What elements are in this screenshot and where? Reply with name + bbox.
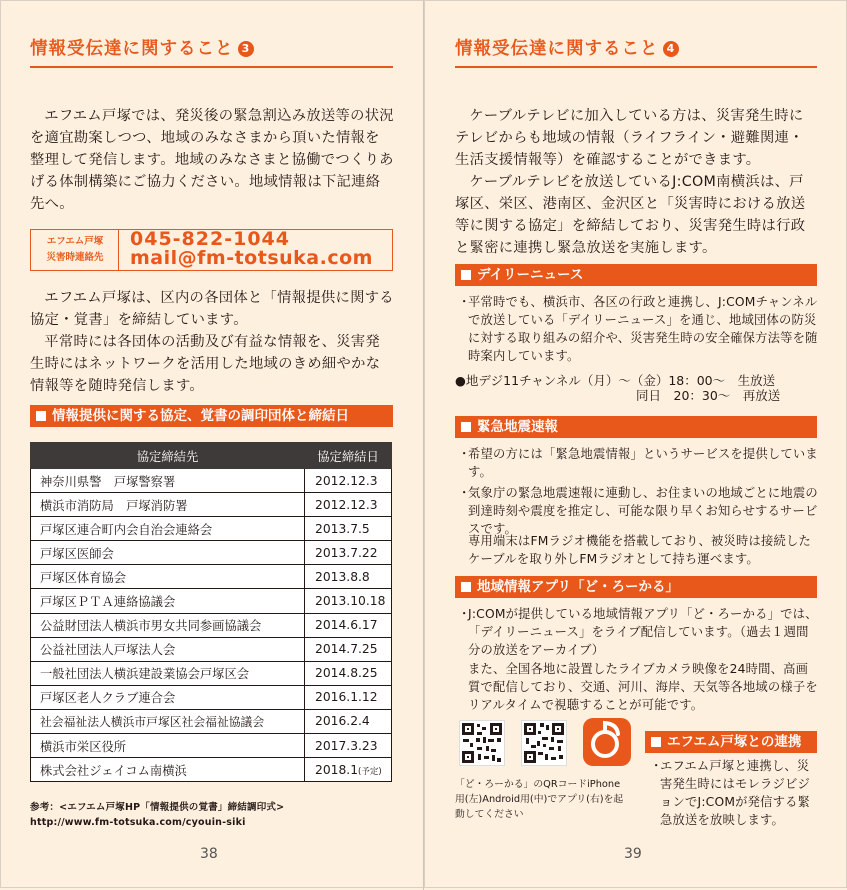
square-bullet-icon [461,582,471,592]
partner-cell: 株式会社ジェイコム南横浜 [31,758,305,782]
date-cell: 2013.7.22 [305,541,392,565]
section-bar-daily-news: デイリーニュース [455,264,817,286]
heading-number-badge: 3 [238,41,254,57]
date-cell: 2013.10.18 [305,589,392,613]
date-cell: 2012.12.3 [305,493,392,517]
square-bullet-icon [461,270,471,280]
table-row [31,517,392,541]
date-cell: 2017.3.23 [305,734,392,758]
table-row [31,565,392,589]
date-cell: 2016.1.12 [305,685,392,709]
partner-cell: 横浜市栄区役所 [31,734,305,758]
channel-schedule-rerun: 同日 20：30～ 再放送 [636,388,781,403]
app-logo-icon[interactable] [583,718,631,766]
partner-cell: 戸塚区連合町内会自治会連絡会 [31,517,305,541]
contact-phone[interactable]: 045-822-1044 [130,228,290,250]
qr-code-iphone[interactable] [459,720,505,766]
app-item-2: また、全国各地に設置したライブカメラ映像を24時間、高画質で配信しており、交通、河川、海岸、天気等各地域の様子をリアルタイムで視聴することが可能です。 [468,662,818,712]
partner-cell: 戸塚区医師会 [31,541,305,565]
table-row [31,613,392,637]
fm-collaboration-item: ・ エフエム戸塚と連携し、災害発生時にはモレラジビジョンでJ:COMが発信する緊急放送を放映します。 [650,759,811,827]
contact-label: エフエム戸塚 災害時連絡先 [46,236,104,263]
date-cell: 2014.6.17 [305,613,392,637]
page-number-38: 38 [200,846,218,862]
partner-cell: 神奈川県警 戸塚警察署 [31,469,305,493]
table-row [31,734,392,758]
date-cell: 2018.1(予定) [305,758,392,782]
partner-cell: 公益財団法人横浜市男女共同参画協議会 [31,613,305,637]
square-bullet-icon [36,411,46,421]
date-cell: 2013.7.5 [305,517,392,541]
reference-url[interactable]: http://www.fm-totsuka.com/cyouin-siki [30,817,246,828]
earthquake-item-3: 専用端末はFMラジオ機能を搭載しており、被災時は接続したケーブルを取り外しFMラジオとして持ち運べます。 [468,534,812,566]
date-cell: 2016.2.4 [305,709,392,733]
partner-cell: 一般社団法人横浜建設業協会戸塚区会 [31,661,305,685]
table-row [31,661,392,685]
qr-caption: 「ど・ろーかる」のQRコードiPhone用(左)Android用(中)でアプリ(右)を起動してください [455,779,624,820]
section-bar-agreements: 情報提供に関する協定、覚書の調印団体と締結日 [30,405,393,427]
earthquake-item-2: ・ 気象庁の緊急地震速報に連動し、お住まいの地域ごとに地震の到達時刻や震度を推定し、可能な限り早くお知らせするサービスです。 [458,486,818,536]
square-bullet-icon [461,422,471,432]
table-row [31,637,392,661]
partner-cell: 公益社団法人戸塚法人会 [31,637,305,661]
partner-cell: 社会福祉法人横浜市戸塚区社会福祉協議会 [31,709,305,733]
reference-title: 参考：<エフエム戸塚HP「情報提供の覚書」締結調印式> [30,802,285,813]
earthquake-item-1: ・ 希望の方には「緊急地震情報」というサービスを提供しています。 [458,447,818,479]
section-bar-fm-totsuka: エフエム戸塚との連携 [645,731,817,753]
page-divider [423,0,424,890]
date-cell: 2014.7.25 [305,637,392,661]
date-cell: 2014.8.25 [305,661,392,685]
page-number-39: 39 [624,846,642,862]
heading-rule [30,66,393,68]
contact-box [30,229,393,271]
page-38-heading: 情報受伝達に関すること 3 [30,35,254,60]
qr-code-android[interactable] [521,720,567,766]
daily-news-item: ・ 平常時でも、横浜市、各区の行政と連携し、J:COMチャンネルで放送している「デイリーニュース」を通じ、地域団体の防災に対する取り組みの紹介や、災害発生時の安全確保方法等を随時案内しています。 [458,295,818,363]
table-row [31,709,392,733]
agreement-paragraph: エフエム戸塚は、区内の各団体と「情報提供に関する協定・覚書」を締結しています。 [30,290,394,328]
partner-cell: 戸塚区体育協会 [31,565,305,589]
heading-number-badge: 4 [663,41,679,57]
section-bar-local-app: 地域情報アプリ「ど・ろーかる」 [455,576,817,598]
square-bullet-icon [651,737,661,747]
partner-cell: 横浜市消防局 戸塚消防署 [31,493,305,517]
jcom-agreement-paragraph: ケーブルテレビを放送しているJ:COM南横浜は、戸塚区、栄区、港南区、金沢区と「災害時における放送等に関する協定」を締結しており、災害発生時は行政と緊密に連携し緊急放送を実施します。 [455,174,806,256]
app-item-1: ・ J:COMが提供している地域情報アプリ「ど・ろーかる」では、「デイリーニュース」をライブ配信しています。（過去１週間分の放送をアーカイブ） [458,607,818,657]
cable-tv-paragraph: ケーブルテレビに加入している方は、災害発生時にテレビからも地域の情報（ライフライン・避難関連・生活支援情報等）を確認することができます。 [455,108,804,168]
reference-note [30,800,284,830]
date-cell: 2012.12.3 [305,469,392,493]
partner-cell: 戸塚区老人クラブ連合会 [31,685,305,709]
intro-paragraph: エフエム戸塚では、発災後の緊急割込み放送等の状況を適宜勘案しつつ、地域のみなさまから頂いた情報を整理して発信します。地域のみなさまと協働でつくりあげる体制構築にご協力ください。地域情報は下記連絡先へ。 [30,108,394,212]
planned-note: (予定) [358,766,382,777]
page-39-heading: 情報受伝達に関すること 4 [455,35,679,60]
contact-mail[interactable]: mail@fm-totsuka.com [130,247,373,269]
date-cell: 2013.8.8 [305,565,392,589]
section-bar-earthquake-alert: 緊急地震速報 [455,416,817,438]
table-row [31,469,392,493]
table-row [31,589,392,613]
heading-rule [455,66,817,68]
activity-paragraph: 平常時には各団体の活動及び有益な情報を、災害発生時にはネットワークを活用した地域のきめ細やかな情報等を随時発信します。 [30,334,381,394]
column-header-date: 協定締結日 [305,443,392,469]
table-row [31,541,392,565]
agreement-table [30,442,392,782]
table-header-row [31,443,392,469]
table-row [31,493,392,517]
channel-schedule-live: ●地デジ11チャンネル（月）～（金）18：00～ 生放送 [455,373,776,388]
partner-cell: 戸塚区ＰＴＡ連絡協議会 [31,589,305,613]
contact-separator [118,230,119,270]
table-row [31,758,392,782]
table-row [31,685,392,709]
column-header-partner: 協定締結先 [31,443,305,469]
